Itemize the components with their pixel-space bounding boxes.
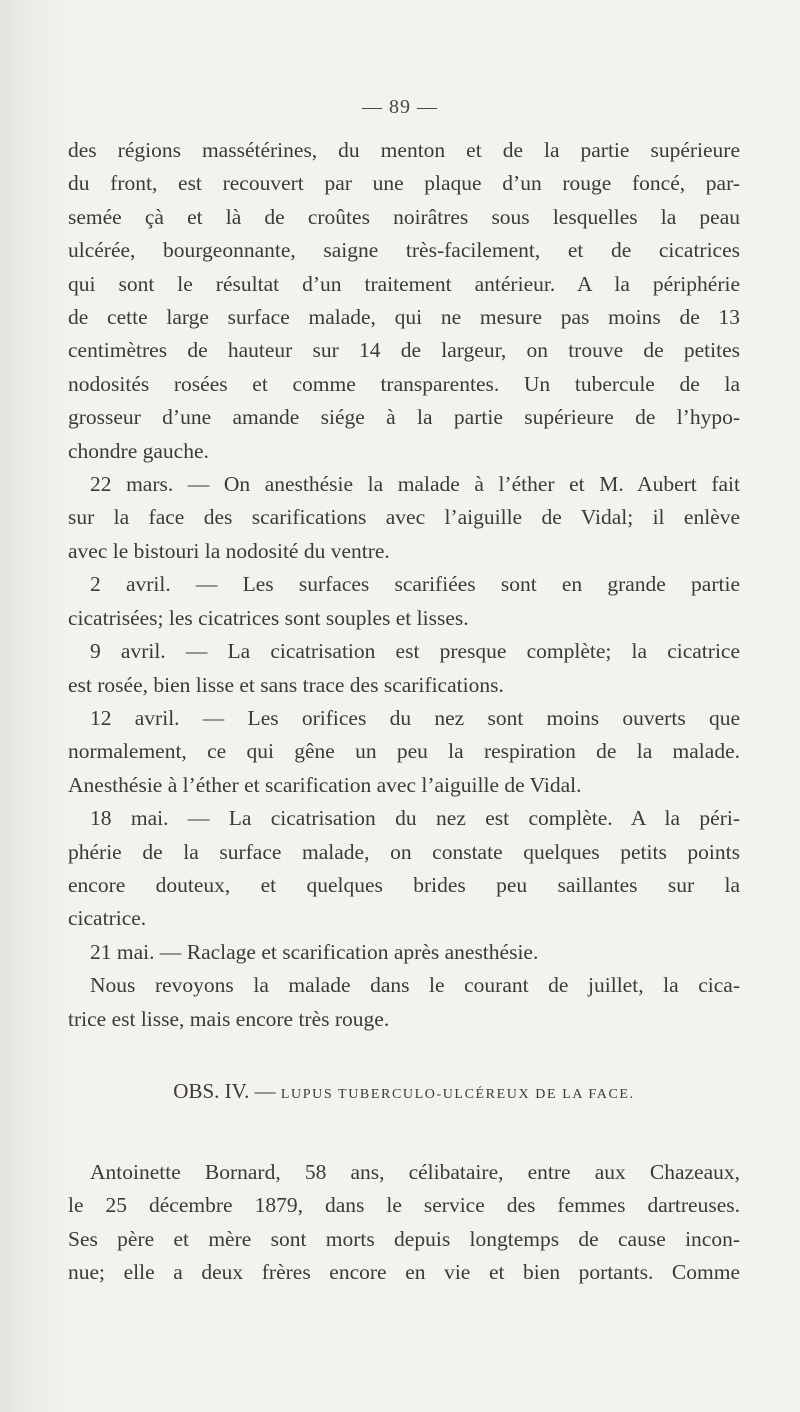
text-line: Anesthésie à l’éther et scarification avec l’aiguille de Vidal. — [68, 772, 582, 797]
text-line: 18 mai. — La cicatrisation du nez est complète. A la péri- — [90, 806, 740, 831]
text-line: normalement, ce qui gêne un peu la respiration de la malade. — [68, 739, 740, 764]
text-line: avec le bistouri la nodosité du ventre. — [68, 538, 390, 563]
observation-text — [68, 1156, 740, 1290]
observation-label: OBS. IV. — [173, 1079, 250, 1103]
text-line: phérie de la surface malade, on constate quelques petits points — [68, 839, 740, 864]
text-line: du front, est recouvert par une plaque d’un rouge foncé, par- — [68, 171, 740, 196]
text-line: qui sont le résultat d’un traitement antérieur. A la périphérie — [68, 271, 740, 296]
text-line: cicatrisées; les cicatrices sont souples et lisses. — [68, 605, 469, 630]
text-line: est rosée, bien lisse et sans trace des scarifications. — [68, 672, 504, 697]
text-line: le 25 décembre 1879, dans le service des femmes dartreuses. — [68, 1193, 740, 1218]
text-line: de cette large surface malade, qui ne mesure pas moins de 13 — [68, 305, 740, 330]
text-line: nodosités rosées et comme transparentes. Un tubercule de la — [68, 371, 740, 396]
text-line: 2 avril. — Les surfaces scarifiées sont en grande partie — [90, 572, 740, 597]
text-line: des régions massétérines, du menton et de la partie supérieure — [68, 138, 740, 162]
text-line: trice est lisse, mais encore très rouge. — [68, 1006, 390, 1031]
text-line: ulcérée, bourgeonnante, saigne très-facilement, et de cicatrices — [68, 238, 740, 263]
text-line: nue; elle a deux frères encore en vie et bien portants. Comme — [68, 1260, 740, 1285]
body-text — [68, 134, 740, 1036]
text-line: semée çà et là de croûtes noirâtres sous lesquelles la peau — [68, 204, 740, 229]
text-line: Nous revoyons la malade dans le courant de juillet, la cica- — [90, 973, 740, 998]
text-line: centimètres de hauteur sur 14 de largeur, on trouve de petites — [68, 338, 740, 363]
text-line: encore douteux, et quelques brides peu saillantes sur la — [68, 872, 740, 897]
observation-title: LUPUS TUBERCULO-ULCÉREUX DE LA FACE. — [280, 1087, 635, 1102]
text-line: 9 avril. — La cicatrisation est presque complète; la cicatrice — [90, 639, 740, 664]
observation-dash: — — [254, 1079, 276, 1103]
observation-heading — [68, 1079, 740, 1104]
text-line: cicatrice. — [68, 906, 147, 931]
text-line: Ses père et mère sont morts depuis longtemps de cause incon- — [68, 1226, 740, 1251]
text-line: sur la face des scarifications avec l’aiguille de Vidal; il enlève — [68, 505, 740, 530]
text-line: chondre gauche. — [68, 438, 209, 463]
text-line: Antoinette Bornard, 58 ans, célibataire, entre aux Chazeaux, — [90, 1160, 740, 1184]
text-line: 12 avril. — Les orifices du nez sont moins ouverts que — [90, 705, 740, 730]
text-line: 22 mars. — On anesthésie la malade à l’éther et M. Aubert fait — [90, 472, 740, 497]
text-line: 21 mai. — Raclage et scarification après anesthésie. — [90, 939, 539, 964]
text-line: grosseur d’une amande siége à la partie supérieure de l’hypo- — [68, 405, 740, 430]
page-number: — 89 — — [362, 96, 438, 118]
